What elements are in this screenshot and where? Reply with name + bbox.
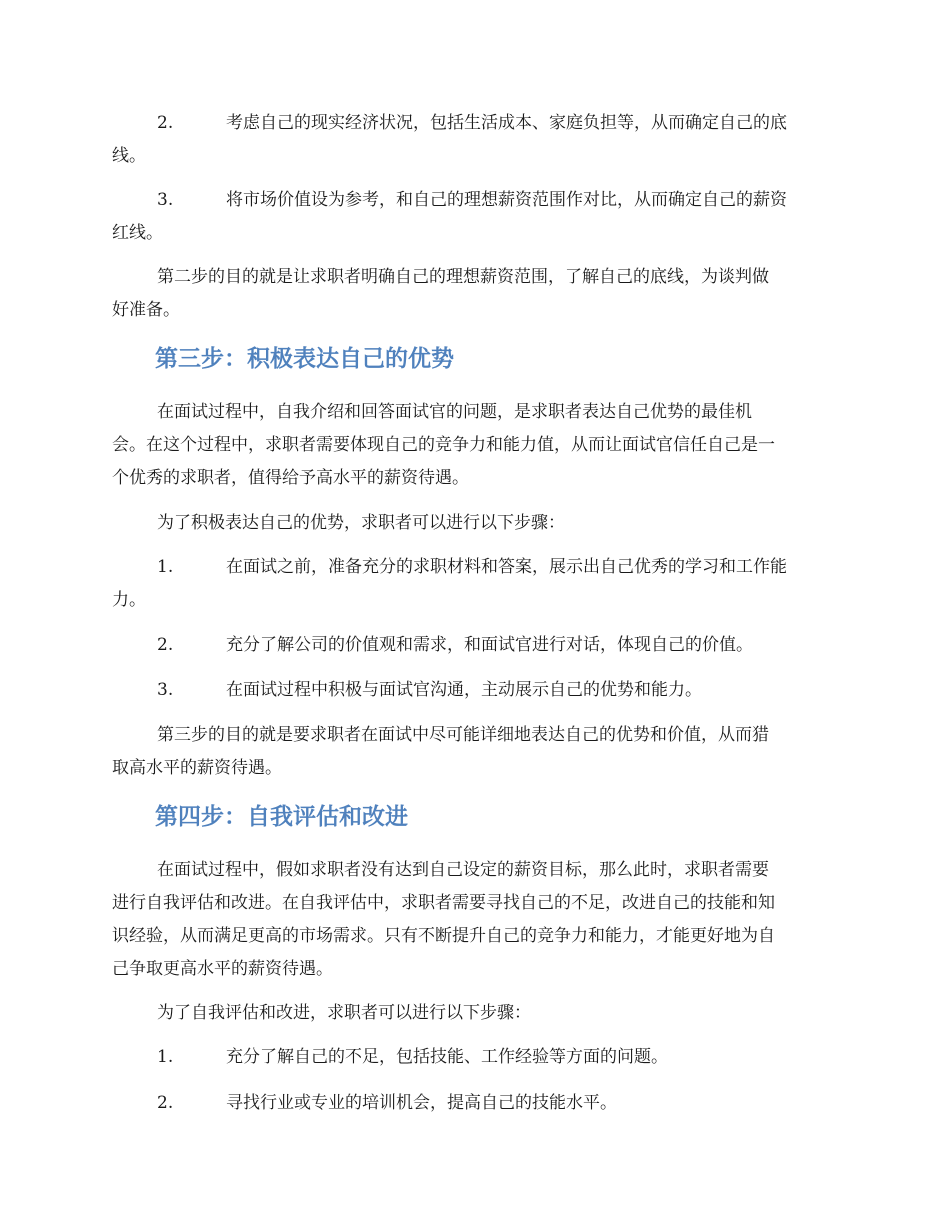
paragraph-line: 为了自我评估和改进，求职者可以进行以下步骤：	[157, 1003, 531, 1023]
paragraph-line: 为了积极表达自己的优势，求职者可以进行以下步骤：	[157, 513, 565, 533]
paragraph-line: 第二步的目的就是让求职者明确自己的理想薪资范围，了解自己的底线，为谈判做	[157, 267, 769, 287]
section-heading-step4: 第四步：自我评估和改进	[155, 804, 408, 830]
list-item-text: 在面试之前，准备充分的求职材料和答案，展示出自己优秀的学习和工作能	[226, 557, 787, 577]
list-number: 1.	[157, 1047, 174, 1067]
paragraph-line: 个优秀的求职者，值得给予高水平的薪资待遇。	[112, 468, 469, 488]
list-item-text-continued: 线。	[112, 146, 146, 166]
list-item-text: 将市场价值设为参考，和自己的理想薪资范围作对比，从而确定自己的薪资	[226, 190, 787, 210]
list-item-text: 考虑自己的现实经济状况，包括生活成本、家庭负担等，从而确定自己的底	[226, 113, 787, 133]
paragraph-line: 进行自我评估和改进。在自我评估中，求职者需要寻找自己的不足，改进自己的技能和知	[112, 893, 775, 913]
list-item-text: 充分了解公司的价值观和需求，和面试官进行对话，体现自己的价值。	[226, 635, 753, 655]
paragraph-line: 在面试过程中，假如求职者没有达到自己设定的薪资目标，那么此时，求职者需要	[157, 860, 769, 880]
paragraph-line: 取高水平的薪资待遇。	[112, 758, 282, 778]
paragraph-line: 好准备。	[112, 300, 180, 320]
list-item-text: 充分了解自己的不足，包括技能、工作经验等方面的问题。	[226, 1047, 668, 1067]
list-number: 2.	[157, 113, 174, 133]
section-heading-step3: 第三步：积极表达自己的优势	[155, 346, 454, 372]
list-number: 1.	[157, 557, 174, 577]
list-item-text-continued: 红线。	[112, 223, 163, 243]
paragraph-line: 识经验，从而满足更高的市场需求。只有不断提升自己的竞争力和能力，才能更好地为自	[112, 926, 775, 946]
paragraph-line: 第三步的目的就是要求职者在面试中尽可能详细地表达自己的优势和价值，从而猎	[157, 725, 769, 745]
paragraph-line: 在面试过程中，自我介绍和回答面试官的问题，是求职者表达自己优势的最佳机	[157, 402, 752, 422]
list-item-text: 在面试过程中积极与面试官沟通，主动展示自己的优势和能力。	[226, 680, 702, 700]
list-number: 2.	[157, 1093, 174, 1113]
list-number: 2.	[157, 635, 174, 655]
paragraph-line: 会。在这个过程中，求职者需要体现自己的竞争力和能力值，从而让面试官信任自己是一	[112, 435, 775, 455]
list-number: 3.	[157, 680, 174, 700]
list-number: 3.	[157, 190, 174, 210]
list-item-text-continued: 力。	[112, 590, 146, 610]
list-item-text: 寻找行业或专业的培训机会，提高自己的技能水平。	[226, 1093, 617, 1113]
paragraph-line: 己争取更高水平的薪资待遇。	[112, 959, 333, 979]
